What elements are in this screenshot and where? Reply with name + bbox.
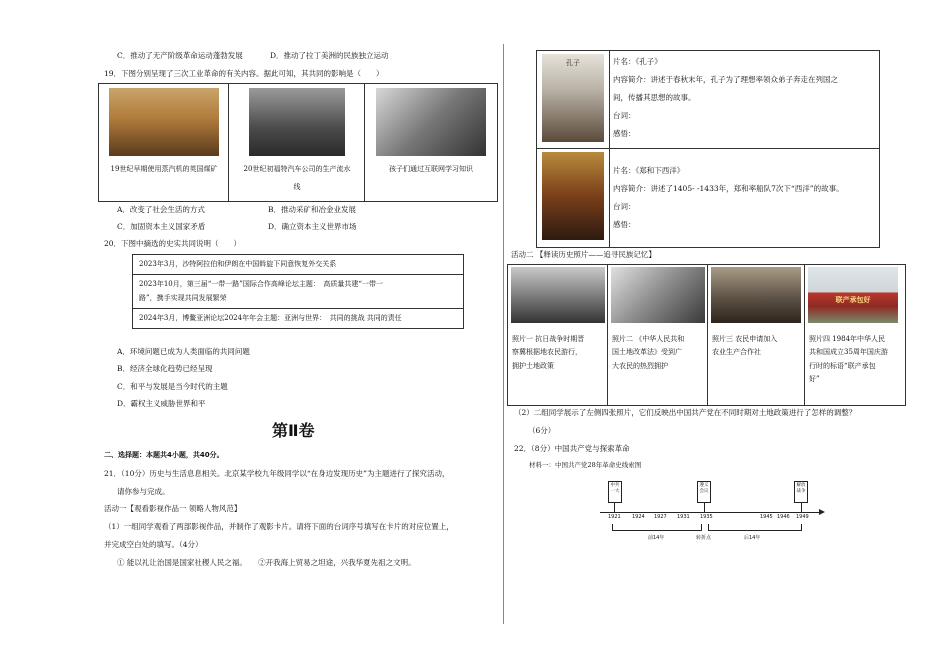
timeline-connector: [801, 503, 802, 512]
q20-row-3: 2024年3月，博鳌亚洲论坛2024年年会主题：亚洲与世界： 共同的挑战 共同的责任: [133, 308, 464, 328]
timeline-bracket-second: [708, 524, 802, 531]
zhenghe-poster-image: [542, 152, 604, 240]
timeline-arrow-icon: [819, 509, 825, 515]
photo-4-banner: 联产承包好: [835, 295, 871, 304]
photo-4-caption-line: 好”: [809, 374, 820, 383]
timeline-connector: [704, 503, 705, 512]
timeline-year: 1927: [654, 514, 667, 520]
q21-sub1-line-1: （1）一组同学观看了两部影视作品，并制作了观影卡片。请将下面的台词序号填写在卡片的对应位置上，: [104, 522, 454, 531]
q20-row-1: 2023年3月，沙特阿拉伯和伊朗在中国斡旋下同意恢复外交关系: [133, 255, 464, 275]
timeline-bracket-label-second: 后14年: [744, 535, 761, 541]
q20-row-2-line-1: 2023年10月，第三届“一带一路”国际合作高峰论坛主题： 高质量共建“一带一: [139, 280, 383, 289]
table-row: [133, 255, 464, 275]
photo-1-caption-line: 拥护土地政策: [512, 361, 554, 370]
q19-image-panel: [98, 83, 498, 202]
q19-image-cell-3: [365, 84, 497, 201]
photo-panel: [507, 264, 906, 406]
timeline-connector: [614, 503, 615, 512]
section-title: 第Ⅱ卷: [272, 421, 315, 440]
q21-activity-1: 活动一【观看影视作品一 领略人物风范】: [104, 504, 242, 513]
photo-cell-4: [805, 265, 905, 405]
photo-2-caption-line: 照片二 《中华人民共和: [612, 335, 685, 343]
photo-2-image: [611, 267, 705, 323]
section-note: 二、选择题：本题共4小题，共40分。: [104, 451, 224, 459]
photo-4-caption-line: 行时的标语“联产承包: [809, 361, 876, 370]
photo-cell-1: [508, 265, 608, 405]
photo-3-caption-line: 农业生产合作社: [712, 348, 761, 357]
timeline-diagram: [600, 476, 830, 546]
activity-2: 活动二 【释读历史照片——追寻民族记忆】: [511, 250, 656, 259]
confucius-poster-title: 孔子: [566, 59, 580, 67]
table-row: [133, 308, 464, 328]
q19-image-cell-2: [229, 84, 365, 201]
photo-2-caption: [612, 333, 684, 373]
photo-1-caption-line: 照片一 抗日战争时期晋: [512, 335, 585, 343]
q19-caption-1: 19世纪早期使用蒸汽机的英国煤矿: [110, 165, 218, 173]
page-divider: [503, 44, 504, 624]
timeline-box-cpc-congress: 中共一大: [608, 481, 622, 503]
q19-caption-2-cont: 线: [293, 183, 301, 191]
q18-option-d: D．推动了拉丁美洲的民族独立运动: [270, 51, 389, 60]
photo-4-caption-line: 照片四 1984年中华人民: [809, 335, 886, 343]
confucius-poster-image: [542, 54, 604, 142]
q21-sub2-line-2: （6分）: [528, 426, 556, 435]
timeline-year: 1949: [796, 514, 809, 520]
q20-row-2: [133, 275, 464, 309]
q20-option-c: C．和平与发展是当今时代的主题: [117, 382, 228, 391]
q19-caption-3: 孩子们通过互联网学习知识: [389, 165, 473, 173]
photo-1-image: [511, 267, 605, 323]
q20-row-2-line-2: 路”，携手实现共同发展繁荣: [139, 293, 227, 302]
q21-sub2-line-1: （2）二组同学展示了左侧四张照片，它们反映出中国共产党在不同时期对土地政策进行了怎样的调整？: [514, 408, 857, 417]
timeline-year: 1931: [677, 514, 690, 520]
q19-caption-2: 20世纪初福特汽车公司的生产流水: [243, 165, 351, 173]
q18-option-c: C．推动了无产阶级革命运动蓬勃发展: [117, 51, 243, 60]
photo-cell-3: [708, 265, 805, 405]
photo-3-caption: [712, 333, 777, 360]
ford-assembly-line-image: [249, 88, 345, 156]
film2-intro: 内容简介：讲述了1405- -1433年，郑和率船队7次下“西洋”的故事。: [613, 184, 844, 193]
timeline-axis: [600, 512, 822, 513]
q19-stem: 19．下图分别呈现了三次工业革命的有关内容。据此可知，其共同的影响是（ ）: [104, 69, 384, 78]
q20-option-a: A．环境问题已成为人类面临的共同问题: [117, 347, 250, 356]
photo-4-caption: [809, 333, 888, 386]
timeline-box-zunyi: 遵义会议: [697, 481, 711, 503]
film-card-separator: [537, 148, 879, 149]
photo-3-caption-line: 照片三 农民申请加入: [712, 335, 778, 343]
q19-image-cell-1: [99, 84, 229, 201]
q20-option-d: D．霸权主义威胁世界和平: [117, 399, 206, 408]
timeline-year: 1935: [700, 514, 713, 520]
photo-4-image: [808, 267, 898, 323]
q21-line-1: 21．（10分）历史与生活息息相关。北京某学校九年级同学以“在身边发现历史”为主题进行了探究活动，: [104, 469, 450, 478]
film2-feeling: 感悟：: [613, 220, 636, 229]
q21-line-2: 请你参与完成。: [117, 487, 170, 496]
q19-option-a: A．改变了社会生活的方式: [117, 205, 205, 214]
timeline-year: 1924: [632, 514, 645, 520]
film2-name: 片名：《郑和下西洋》: [613, 166, 685, 175]
q20-stem: 20．下图中摘选的史实共同说明（ ）: [104, 239, 242, 248]
timeline-bracket-first: [612, 524, 702, 531]
children-internet-image: [376, 88, 486, 156]
timeline-bracket-label-first: 前14年: [648, 535, 665, 541]
timeline-year: 1945: [760, 514, 773, 520]
photo-cell-2: [608, 265, 708, 405]
timeline-year: 1921: [608, 514, 621, 520]
photo-1-caption: [512, 333, 584, 373]
photo-3-image: [711, 267, 801, 323]
q19-option-c: C．加固资本主义国家矛盾: [117, 222, 206, 231]
q21-sub1-line-2: 并完成空白处的填写。（4分）: [104, 540, 203, 549]
steam-coal-mine-image: [109, 88, 219, 156]
film1-name: 片名：《孔子》: [613, 57, 662, 66]
q20-option-b: B．经济全球化趋势已经呈现: [117, 364, 213, 373]
photo-4-caption-line: 共和国成立35周年国庆游: [809, 348, 888, 357]
photo-2-caption-line: 大农民的热烈拥护: [612, 361, 668, 370]
timeline-bracket-label-turning: 转折点: [696, 535, 712, 541]
film1-lines: 台词：: [613, 111, 636, 120]
film1-intro-2: 间，传播其思想的故事。: [613, 93, 696, 102]
photo-2-caption-line: 国土地改革法》受到广: [612, 348, 682, 357]
q19-option-d: D．确立资本主义世界市场: [268, 222, 357, 231]
timeline-year: 1946: [777, 514, 790, 520]
film-cards: [536, 50, 880, 248]
photo-1-caption-line: 察冀根据地农民游行，: [512, 348, 582, 357]
film2-lines: 台词：: [613, 202, 636, 211]
film1-feeling: 感悟：: [613, 129, 636, 138]
timeline-box-liberation: 解放战争: [794, 481, 808, 503]
material-1: 材料一：中国共产党28年革命史线索图: [529, 461, 642, 469]
q21-quotes: ① 能以礼让治国是国家社稷人民之福。 ②开我海上贸易之坦途，兴我华夏先祖之文明。: [117, 558, 416, 567]
q19-option-b: B．推动采矿和冶金业发展: [268, 205, 357, 214]
q22-title: 22．（8分）中国共产党与探索革命: [514, 444, 630, 453]
film1-intro-1: 内容简介：讲述于春秋末年，孔子为了理想率领众弟子奔走在列国之: [613, 75, 838, 84]
table-row: [133, 275, 464, 309]
q20-table: [132, 254, 464, 329]
